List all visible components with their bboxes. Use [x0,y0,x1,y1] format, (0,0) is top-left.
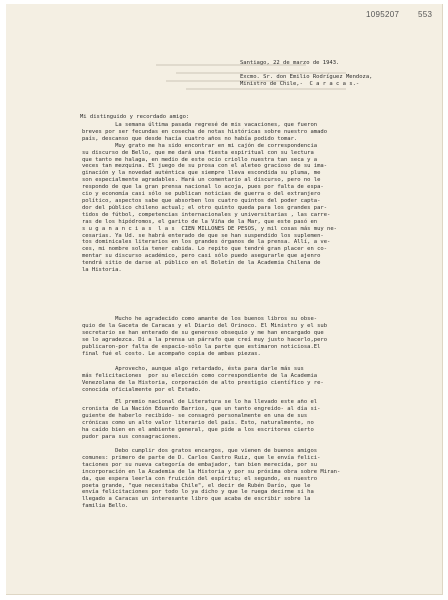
letter-page [6,4,443,595]
paragraph-academy-congratulations: Aprovecho, aunque algo retardado, ésta para darle más sus más felicitaciones por su elección como correspondiente de la Academia Venezolana de la Historia, corporación de alto prestigio científico y re- conocida oficialmente por el Estado. [82,366,324,393]
paragraph-literature-prize: El premio nacional de Literatura se lo ha llevado este año el cronista de La Nación Eduardo Barrios, que un tanto engreído- al día si- guiente de haberlo recibido- se consagró personalmente en una de sus crónicas como un alto valor literario del país. Esto, naturalmente, no ha caído bien en el ambiente general, que pide a los escritores cierto pudor para sus consagraciones. [82,399,321,440]
paragraph-friends-greetings: Debo cumplir dos gratos encargos, que vienen de buenos amigos comunes: primero de parte de D. Carlos Castro Ruiz, que le envía felici- taciones por su nueva categoría de embajador, tan bien merecida, por su incorporación en la Academia de la Historia y por su próxima obra sobre Miran- da, que espera leerla con fruición del espíritu; el segundo, es nuestro poeta grande, "que necesitaba Chile", el decir de Rubén Darío, que le envía felicitaciones por todo lo ya dicho y que le ruega decirme si ha llegado a Caracas un interesante libro que acaba de escribir sobre la familia Bello. [82,448,341,510]
paragraph-vacation-and-discourse: La semana última pasada regresé de mis vacaciones, que fueron breves por ser fecundas en cosecha de notas históricas sobre nuestro amado país, descanso que desde hacía cuatro años no había podido tomar. Muy grato me ha sido encontrar en mi cajón de correspondencia su discurso de Bello, que me dará una fiesta espiritual con su lectura que tanto me halaga, en medio de este ocio criollo nuestra tan seca y a veces tan mezquina. El juego de su prosa con el aleteo gracioso de su ima- ginación y la novedad auténtica que siempre lleva escondida su pluma, me son especialmente agradables. Hará un comentario al discurso, pero no le respondo de que la gran prensa nacional lo acoja, pues por falta de espa- cio y economía casi sólo se publican noticias de guerra o del extranjero político, aspectos sabe que absorben los cuatro quintos del poder capta- dor del público chileno actual; el otro quinto queda para los grandes par- tidos de fútbol, competencias internacionales y universitarias , las carre- ras de los hipódromos, el garito de la Viña de la Mar, que este pasó en s u g a n a n c i a s l a s CIEN MILLONES DE PESOS, y mil cosas más muy ne- cesarias. Ya Ud. se habrá enterado de que se han suspendido los suplemen- tos dominicales literarios en los grandes órganos de la prensa. Allí, a ve- ces, mi nombre solía tener cabida. Lo repito que tendré gran placer en co- mentar su discurso académico, pero casi sólo puedo asegurarle que ajenro tendrá sitio de darse al público en el Boletín de la Academia Chilena de la Historia. [82,122,337,274]
salutation: Mi distinguido y recordado amigo: [80,114,190,120]
archive-number: 1095207 [366,10,400,19]
paragraph-gaceta-thanks: Mucho he agradecido como amante de los buenos libros su obse- quio de la Gaceta de Caracas y el Diario del Orinoco. El Ministro y el sub secretario se han enterado de su generoso obsequio y me han encargado que se lo agradezca. Di a la prensa un párrafo que creí muy justo hacerlo,pero publicaron-por falta de espacio-sólo la parte que estimaron noticiosa.El final fué el costo. Le acompaño copia de ambas piezas. [82,316,328,357]
page-number: 553 [418,10,433,19]
date-line: Santiago, 22 de marzo de 1943. [240,60,340,66]
addressee-block: Excmo. Sr. don Emilio Rodríguez Mendoza, Ministro de Chile,- C a r a c a s.- [240,74,373,87]
